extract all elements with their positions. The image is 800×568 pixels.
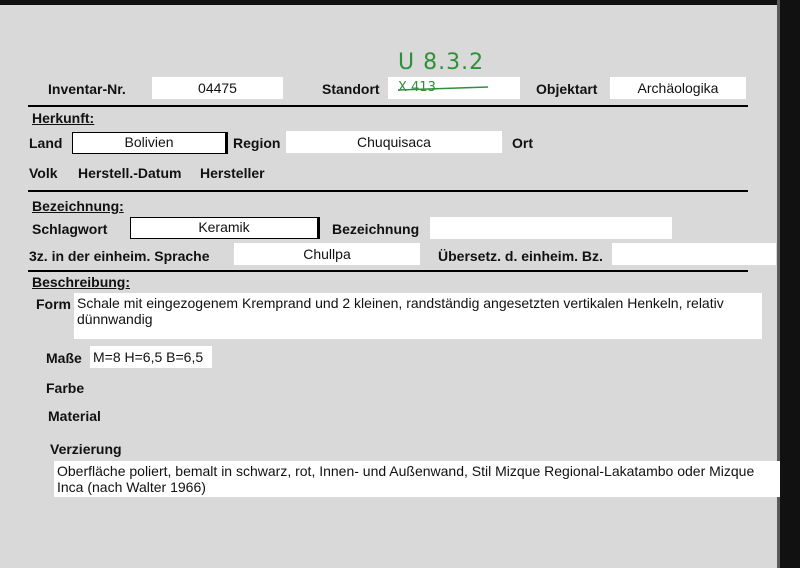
- form-label: Form: [36, 296, 71, 312]
- material-label: Material: [48, 408, 101, 424]
- objektart-field[interactable]: Archäologika: [610, 77, 746, 99]
- bezeichnung-label: Bezeichnung: [332, 221, 420, 237]
- standort-handwritten: U 8.3.2: [398, 50, 485, 75]
- bezeichnung-field[interactable]: [430, 217, 672, 239]
- land-field[interactable]: Bolivien: [72, 132, 228, 154]
- divider: [28, 105, 748, 107]
- verzierung-label: Verzierung: [50, 441, 122, 457]
- einheim-sprache-label: 3z. in der einheim. Sprache: [29, 248, 210, 264]
- inventar-label: Inventar-Nr.: [48, 81, 126, 97]
- bezeichnung-section-title: Bezeichnung:: [32, 198, 124, 214]
- standort-label: Standort: [322, 81, 380, 97]
- region-field[interactable]: Chuquisaca: [286, 131, 502, 153]
- farbe-label: Farbe: [46, 380, 85, 396]
- schlagwort-label: Schlagwort: [32, 221, 108, 237]
- region-label: Region: [233, 135, 281, 151]
- hersteller-label: Hersteller: [200, 165, 265, 181]
- scan-edge-right: [780, 0, 800, 568]
- herstell-datum-label: Herstell.-Datum: [78, 165, 182, 181]
- einheim-sprache-field[interactable]: Chullpa: [234, 243, 420, 265]
- scan-edge-top: [0, 0, 800, 5]
- divider: [28, 190, 748, 192]
- herkunft-section-title: Herkunft:: [32, 110, 95, 126]
- divider: [28, 270, 748, 272]
- form-field[interactable]: Schale mit eingezogenem Kremprand und 2 kleinen, randständig angesetzten vertikalen Henkeln, relativ dünnwandig: [74, 293, 762, 339]
- schlagwort-field[interactable]: Keramik: [130, 217, 320, 239]
- masse-field[interactable]: M=8 H=6,5 B=6,5: [90, 346, 212, 368]
- inventar-field[interactable]: 04475: [152, 77, 283, 99]
- volk-label: Volk: [29, 165, 58, 181]
- beschreibung-section-title: Beschreibung:: [32, 274, 131, 290]
- objektart-label: Objektart: [536, 81, 598, 97]
- standort-struck-value: X 413: [398, 80, 436, 95]
- ort-label: Ort: [512, 135, 533, 151]
- strikethrough-line: [398, 84, 490, 94]
- masse-label: Maße: [46, 350, 82, 366]
- uebersetz-label: Übersetz. d. einheim. Bz.: [438, 248, 603, 264]
- uebersetz-field[interactable]: [612, 243, 776, 265]
- land-label: Land: [29, 135, 63, 151]
- verzierung-field[interactable]: Oberfläche poliert, bemalt in schwarz, rot, Innen- und Außenwand, Stil Mizque Regional-Lakatambo oder Mizque Inca (nach Walter 1966): [54, 461, 780, 497]
